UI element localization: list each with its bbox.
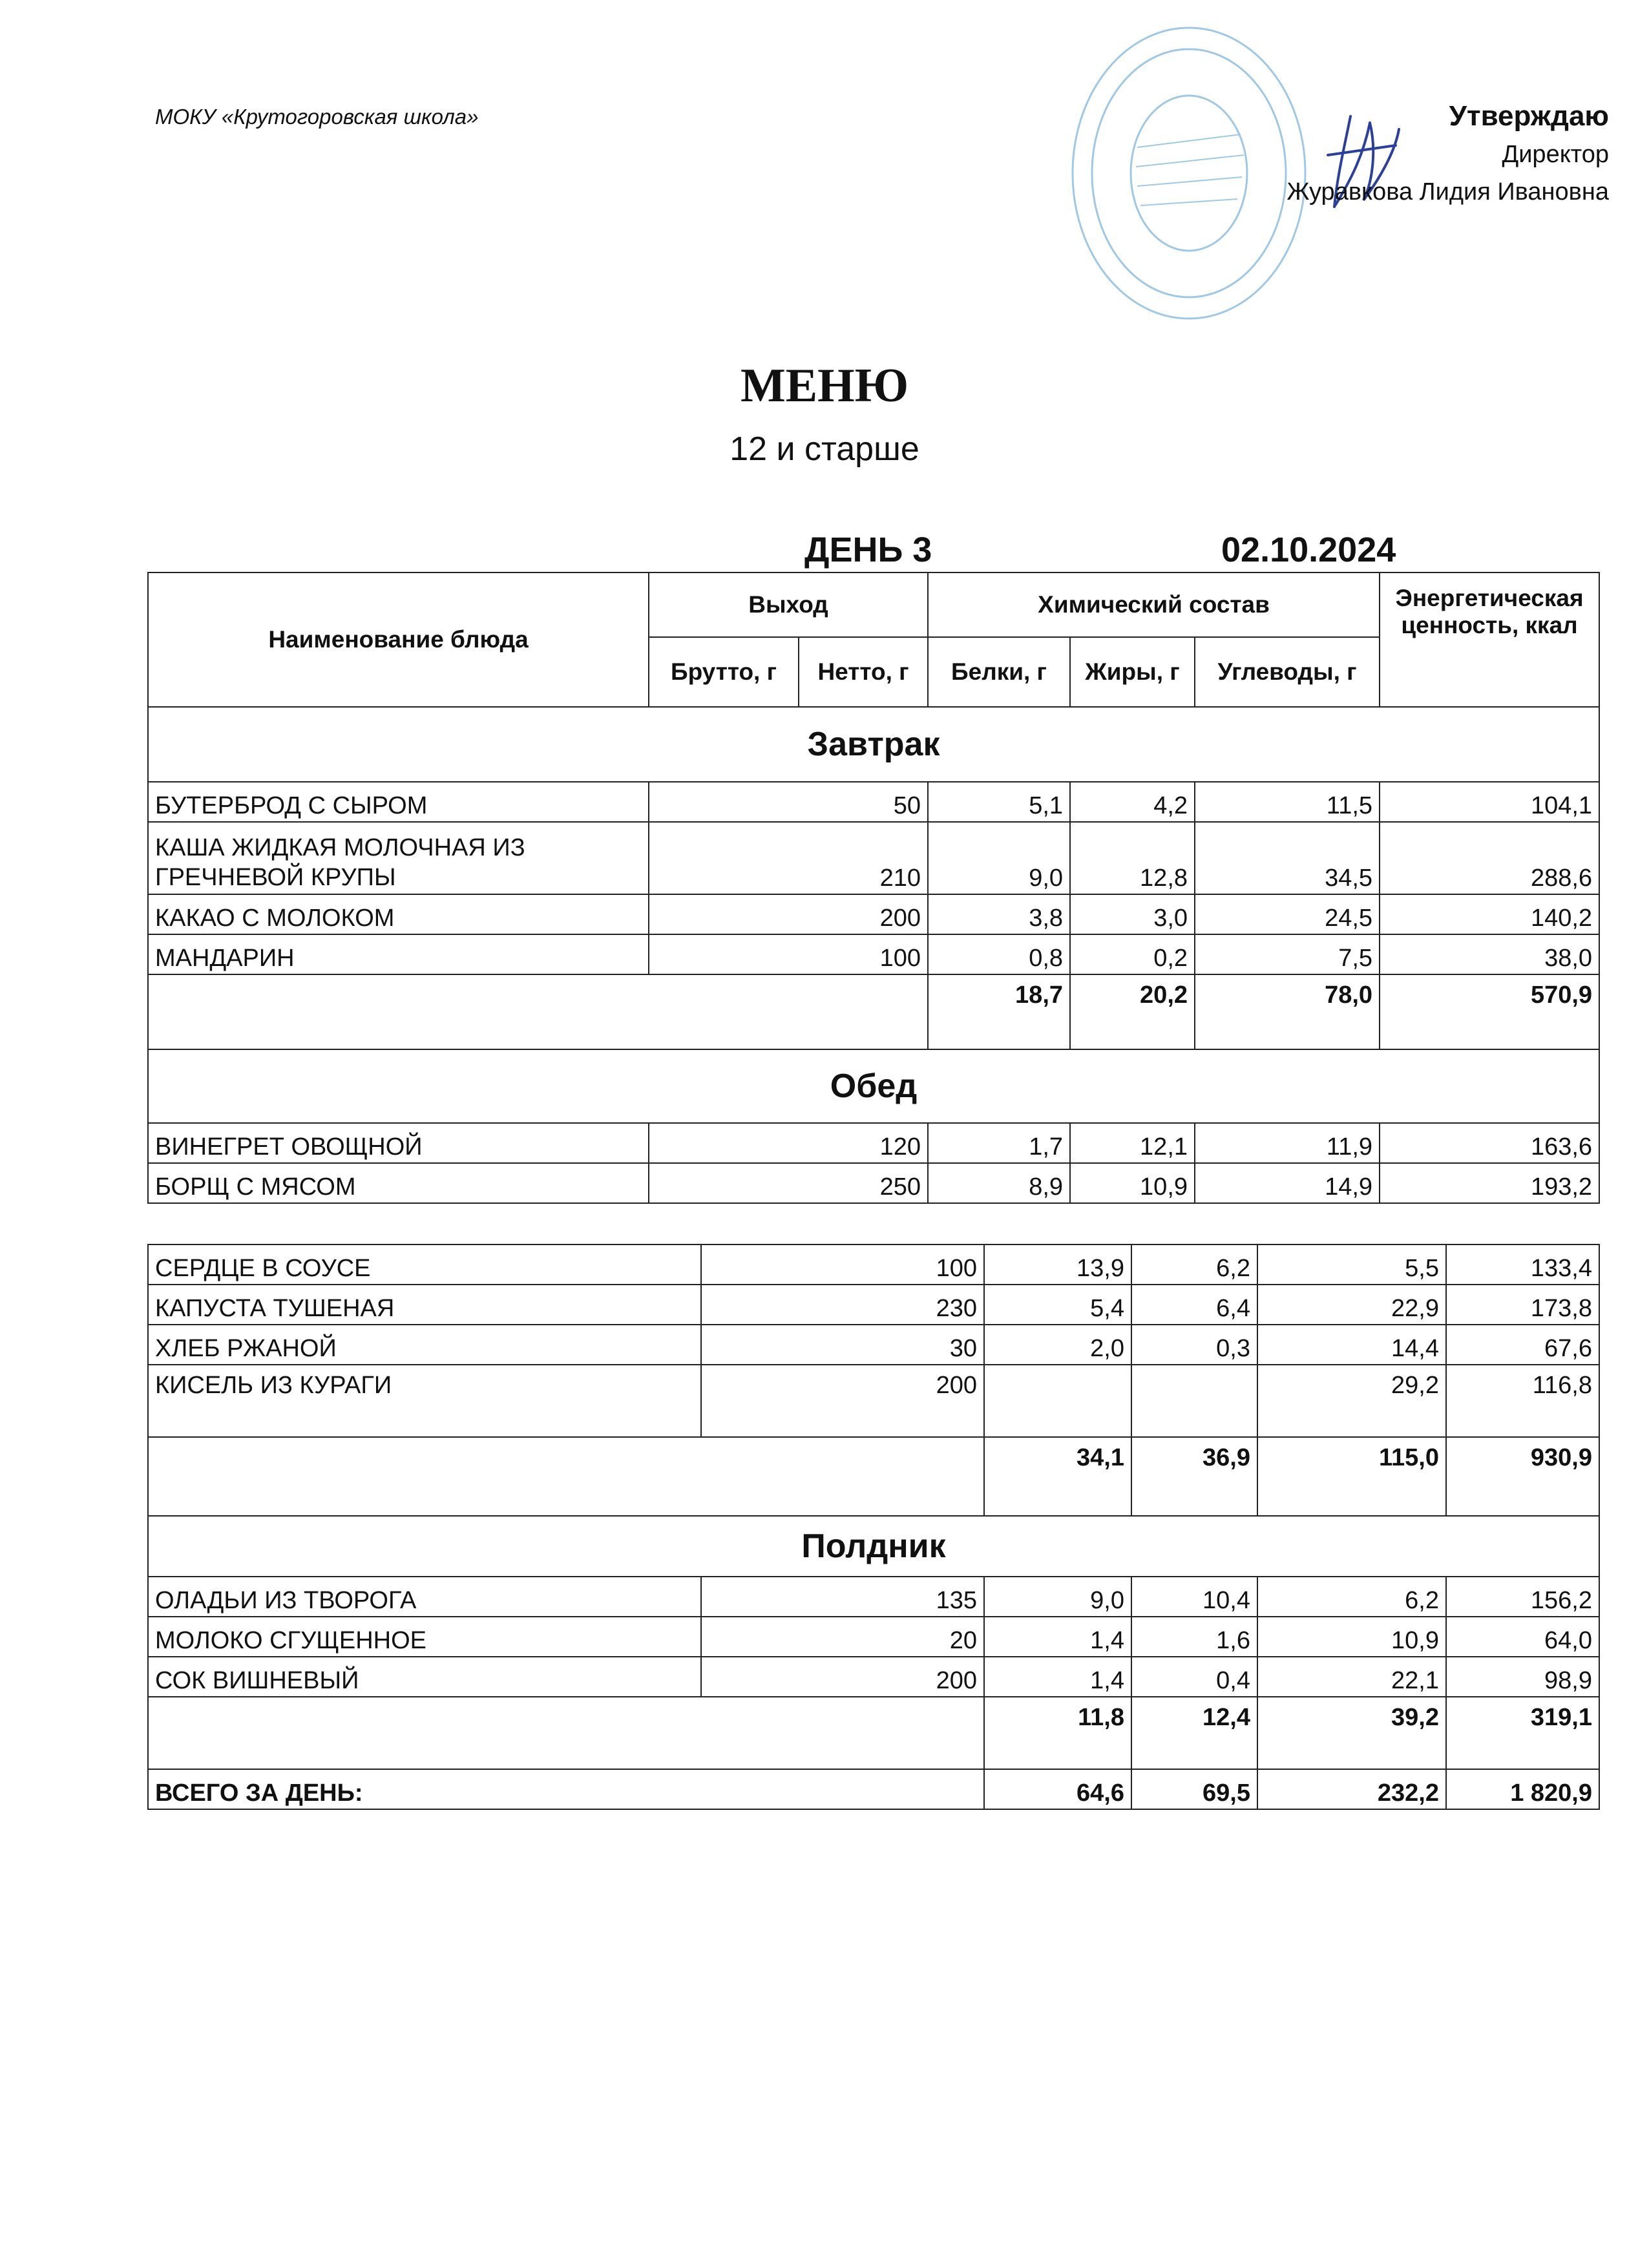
section-lunch: Обед (148, 1049, 1599, 1123)
dish-fat: 1,6 (1131, 1617, 1257, 1657)
dish-energy: 288,6 (1380, 822, 1599, 894)
dish-name: КИСЕЛЬ ИЗ КУРАГИ (148, 1365, 701, 1437)
dish-protein: 8,9 (928, 1163, 1070, 1203)
school-stamp (1060, 12, 1318, 335)
dish-output: 210 (649, 822, 928, 894)
dish-output: 30 (701, 1325, 984, 1365)
dish-energy: 38,0 (1380, 934, 1599, 974)
dish-carbs: 11,9 (1195, 1123, 1380, 1163)
header-output: Выход (649, 572, 928, 637)
table-row (148, 782, 1599, 822)
dish-name: ХЛЕБ РЖАНОЙ (148, 1325, 701, 1365)
dish-protein: 9,0 (928, 822, 1070, 894)
header-fat: Жиры, г (1070, 637, 1195, 707)
dish-fat: 0,4 (1131, 1657, 1257, 1697)
dish-fat: 10,9 (1070, 1163, 1195, 1203)
dish-carbs: 11,5 (1195, 782, 1380, 822)
dish-energy: 116,8 (1446, 1365, 1599, 1437)
total-energy: 930,9 (1446, 1437, 1599, 1516)
day-total-row (148, 1769, 1599, 1809)
dish-fat: 6,2 (1131, 1244, 1257, 1285)
director-position: Директор (1502, 141, 1609, 168)
day-total-carbs: 232,2 (1257, 1769, 1446, 1809)
total-carbs: 115,0 (1257, 1437, 1446, 1516)
dish-protein: 5,1 (928, 782, 1070, 822)
dish-protein: 9,0 (984, 1577, 1131, 1617)
day-total-protein: 64,6 (984, 1769, 1131, 1809)
dish-protein (984, 1365, 1131, 1437)
total-label-empty (148, 974, 928, 1049)
day-label: ДЕНЬ 3 (804, 530, 932, 569)
day-total-fat: 69,5 (1131, 1769, 1257, 1809)
dish-name: БОРЩ С МЯСОМ (148, 1163, 649, 1203)
dish-protein: 2,0 (984, 1325, 1131, 1365)
day-total-energy: 1 820,9 (1446, 1769, 1599, 1809)
dish-protein: 1,4 (984, 1617, 1131, 1657)
dish-fat: 4,2 (1070, 782, 1195, 822)
total-energy: 319,1 (1446, 1697, 1599, 1769)
dish-fat: 10,4 (1131, 1577, 1257, 1617)
dish-energy: 193,2 (1380, 1163, 1599, 1203)
header-energy: Энергетическая ценность, ккал (1380, 572, 1599, 707)
header-carbs: Углеводы, г (1195, 637, 1380, 707)
dish-fat: 3,0 (1070, 894, 1195, 934)
dish-energy: 173,8 (1446, 1285, 1599, 1325)
header-protein: Белки, г (928, 637, 1070, 707)
total-label-empty (148, 1437, 984, 1516)
dish-name: КАКАО С МОЛОКОМ (148, 894, 649, 934)
total-label-empty (148, 1697, 984, 1769)
dish-output: 100 (649, 934, 928, 974)
dish-carbs: 24,5 (1195, 894, 1380, 934)
header-dish-name: Наименование блюда (148, 572, 649, 707)
table-row (148, 1163, 1599, 1203)
director-name: Журавкова Лидия Ивановна (1287, 178, 1609, 205)
lunch-total-row (148, 1437, 1599, 1516)
table-row (148, 934, 1599, 974)
total-fat: 36,9 (1131, 1437, 1257, 1516)
table-row (148, 1577, 1599, 1617)
dish-output: 230 (701, 1285, 984, 1325)
dish-name: СЕРДЦЕ В СОУСЕ (148, 1244, 701, 1285)
section-snack: Полдник (148, 1516, 1599, 1577)
dish-output: 200 (649, 894, 928, 934)
table-row (148, 1617, 1599, 1657)
menu-table-part1 (147, 572, 1600, 1204)
dish-fat: 12,1 (1070, 1123, 1195, 1163)
dish-energy: 133,4 (1446, 1244, 1599, 1285)
snack-total-row (148, 1697, 1599, 1769)
dish-output: 120 (649, 1123, 928, 1163)
dish-protein: 5,4 (984, 1285, 1131, 1325)
dish-name: КАША ЖИДКАЯ МОЛОЧНАЯ ИЗ ГРЕЧНЕВОЙ КРУПЫ (148, 822, 649, 894)
total-fat: 12,4 (1131, 1697, 1257, 1769)
day-total-label: ВСЕГО ЗА ДЕНЬ: (148, 1769, 984, 1809)
total-protein: 11,8 (984, 1697, 1131, 1769)
dish-name: ОЛАДЬИ ИЗ ТВОРОГА (148, 1577, 701, 1617)
dish-energy: 104,1 (1380, 782, 1599, 822)
dish-carbs: 5,5 (1257, 1244, 1446, 1285)
approval-block (1287, 97, 1609, 211)
dish-output: 200 (701, 1365, 984, 1437)
dish-carbs: 22,9 (1257, 1285, 1446, 1325)
dish-energy: 98,9 (1446, 1657, 1599, 1697)
dish-name: ВИНЕГРЕТ ОВОЩНОЙ (148, 1123, 649, 1163)
dish-carbs: 14,4 (1257, 1325, 1446, 1365)
header-netto: Нетто, г (799, 637, 928, 707)
table-row (148, 1285, 1599, 1325)
dish-name: БУТЕРБРОД С СЫРОМ (148, 782, 649, 822)
total-fat: 20,2 (1070, 974, 1195, 1049)
table-row (148, 822, 1599, 894)
dish-carbs: 34,5 (1195, 822, 1380, 894)
dish-fat (1131, 1365, 1257, 1437)
table-row (148, 894, 1599, 934)
total-protein: 34,1 (984, 1437, 1131, 1516)
dish-output: 50 (649, 782, 928, 822)
dish-protein: 1,7 (928, 1123, 1070, 1163)
dish-output: 200 (701, 1657, 984, 1697)
dish-output: 20 (701, 1617, 984, 1657)
dish-name: КАПУСТА ТУШЕНАЯ (148, 1285, 701, 1325)
breakfast-total-row (148, 974, 1599, 1049)
dish-carbs: 29,2 (1257, 1365, 1446, 1437)
dish-name: МАНДАРИН (148, 934, 649, 974)
school-name: МОКУ «Крутогоровская школа» (155, 105, 479, 129)
dish-output: 250 (649, 1163, 928, 1203)
table-row (148, 1244, 1599, 1285)
dish-energy: 163,6 (1380, 1123, 1599, 1163)
dish-carbs: 6,2 (1257, 1577, 1446, 1617)
dish-protein: 1,4 (984, 1657, 1131, 1697)
dish-name: СОК ВИШНЕВЫЙ (148, 1657, 701, 1697)
table-row (148, 1365, 1599, 1437)
dish-protein: 3,8 (928, 894, 1070, 934)
dish-carbs: 10,9 (1257, 1617, 1446, 1657)
menu-date: 02.10.2024 (1221, 530, 1396, 569)
table-row (148, 1657, 1599, 1697)
header-chem: Химический состав (928, 572, 1380, 637)
dish-output: 135 (701, 1577, 984, 1617)
dish-fat: 0,3 (1131, 1325, 1257, 1365)
total-protein: 18,7 (928, 974, 1070, 1049)
table-row (148, 1123, 1599, 1163)
dish-fat: 12,8 (1070, 822, 1195, 894)
dish-output: 100 (701, 1244, 984, 1285)
dish-fat: 6,4 (1131, 1285, 1257, 1325)
dish-protein: 0,8 (928, 934, 1070, 974)
dish-carbs: 14,9 (1195, 1163, 1380, 1203)
total-energy: 570,9 (1380, 974, 1599, 1049)
dish-energy: 156,2 (1446, 1577, 1599, 1617)
section-breakfast: Завтрак (148, 707, 1599, 782)
dish-carbs: 22,1 (1257, 1657, 1446, 1697)
menu-table-part2 (147, 1244, 1600, 1810)
dish-energy: 64,0 (1446, 1617, 1599, 1657)
dish-fat: 0,2 (1070, 934, 1195, 974)
dish-carbs: 7,5 (1195, 934, 1380, 974)
dish-energy: 67,6 (1446, 1325, 1599, 1365)
age-group: 12 и старше (730, 430, 919, 468)
table-row (148, 1325, 1599, 1365)
dish-energy: 140,2 (1380, 894, 1599, 934)
total-carbs: 39,2 (1257, 1697, 1446, 1769)
dish-name: МОЛОКО СГУЩЕННОЕ (148, 1617, 701, 1657)
total-carbs: 78,0 (1195, 974, 1380, 1049)
dish-protein: 13,9 (984, 1244, 1131, 1285)
header-brutto: Брутто, г (649, 637, 799, 707)
approve-label: Утверждаю (1449, 100, 1609, 132)
page-title: МЕНЮ (740, 359, 909, 412)
